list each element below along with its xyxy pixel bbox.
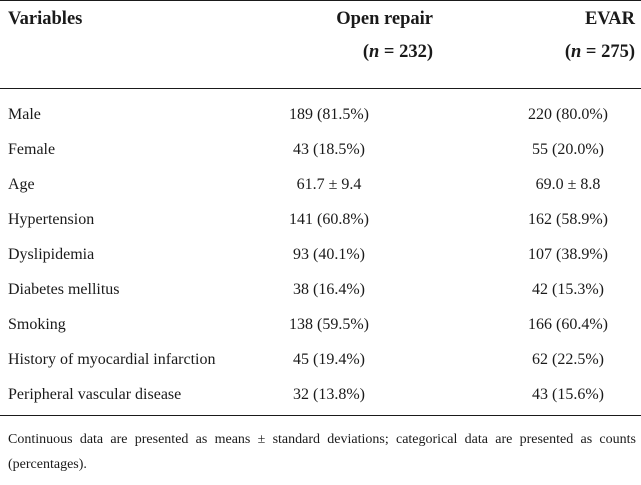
bottom-rule	[0, 415, 641, 416]
open-repair-value: 93 (40.1%)	[293, 246, 365, 263]
row-label: Hypertension	[8, 211, 95, 228]
row-label: Diabetes mellitus	[8, 281, 120, 298]
header-open-repair-n: (n = 232)	[362, 42, 433, 62]
evar-value: 69.0 ± 8.8	[535, 176, 601, 193]
table-row	[0, 97, 641, 132]
table-row	[0, 307, 641, 342]
row-label: Smoking	[8, 316, 66, 333]
open-repair-value: 189 (81.5%)	[289, 106, 369, 123]
evar-value: 43 (15.6%)	[532, 386, 604, 403]
table-row	[0, 272, 641, 307]
table-row	[0, 132, 641, 167]
table-row	[0, 377, 641, 412]
evar-value: 162 (58.9%)	[528, 211, 608, 228]
header-variables: Variables	[8, 9, 83, 29]
open-repair-value: 38 (16.4%)	[293, 281, 365, 298]
open-repair-value: 138 (59.5%)	[289, 316, 369, 333]
header-open-repair: Open repair	[336, 9, 433, 29]
row-label: Male	[8, 106, 41, 123]
row-label: Peripheral vascular disease	[8, 386, 182, 403]
open-repair-value: 61.7 ± 9.4	[296, 176, 362, 193]
table-row	[0, 237, 641, 272]
header-rule	[0, 88, 641, 89]
evar-value: 220 (80.0%)	[528, 106, 608, 123]
row-label: Female	[8, 141, 56, 158]
table-footnote: Continuous data are presented as means ± standard deviations; categorical data are presented as counts (percentages).	[8, 432, 636, 472]
row-label: Age	[8, 176, 35, 193]
open-repair-value: 32 (13.8%)	[293, 386, 365, 403]
table-row	[0, 342, 641, 377]
row-label: History of myocardial infarction	[8, 351, 216, 368]
evar-value: 42 (15.3%)	[532, 281, 604, 298]
table-row	[0, 167, 641, 202]
open-repair-value: 43 (18.5%)	[293, 141, 365, 158]
table-row	[0, 202, 641, 237]
open-repair-value: 141 (60.8%)	[289, 211, 369, 228]
evar-value: 55 (20.0%)	[532, 141, 604, 158]
header-evar: EVAR	[584, 9, 635, 29]
evar-value: 62 (22.5%)	[532, 351, 604, 368]
table-header	[0, 0, 641, 88]
open-repair-value: 45 (19.4%)	[293, 351, 365, 368]
evar-value: 107 (38.9%)	[528, 246, 608, 263]
evar-value: 166 (60.4%)	[528, 316, 608, 333]
row-label: Dyslipidemia	[8, 246, 95, 263]
header-evar-n: (n = 275)	[564, 42, 635, 62]
